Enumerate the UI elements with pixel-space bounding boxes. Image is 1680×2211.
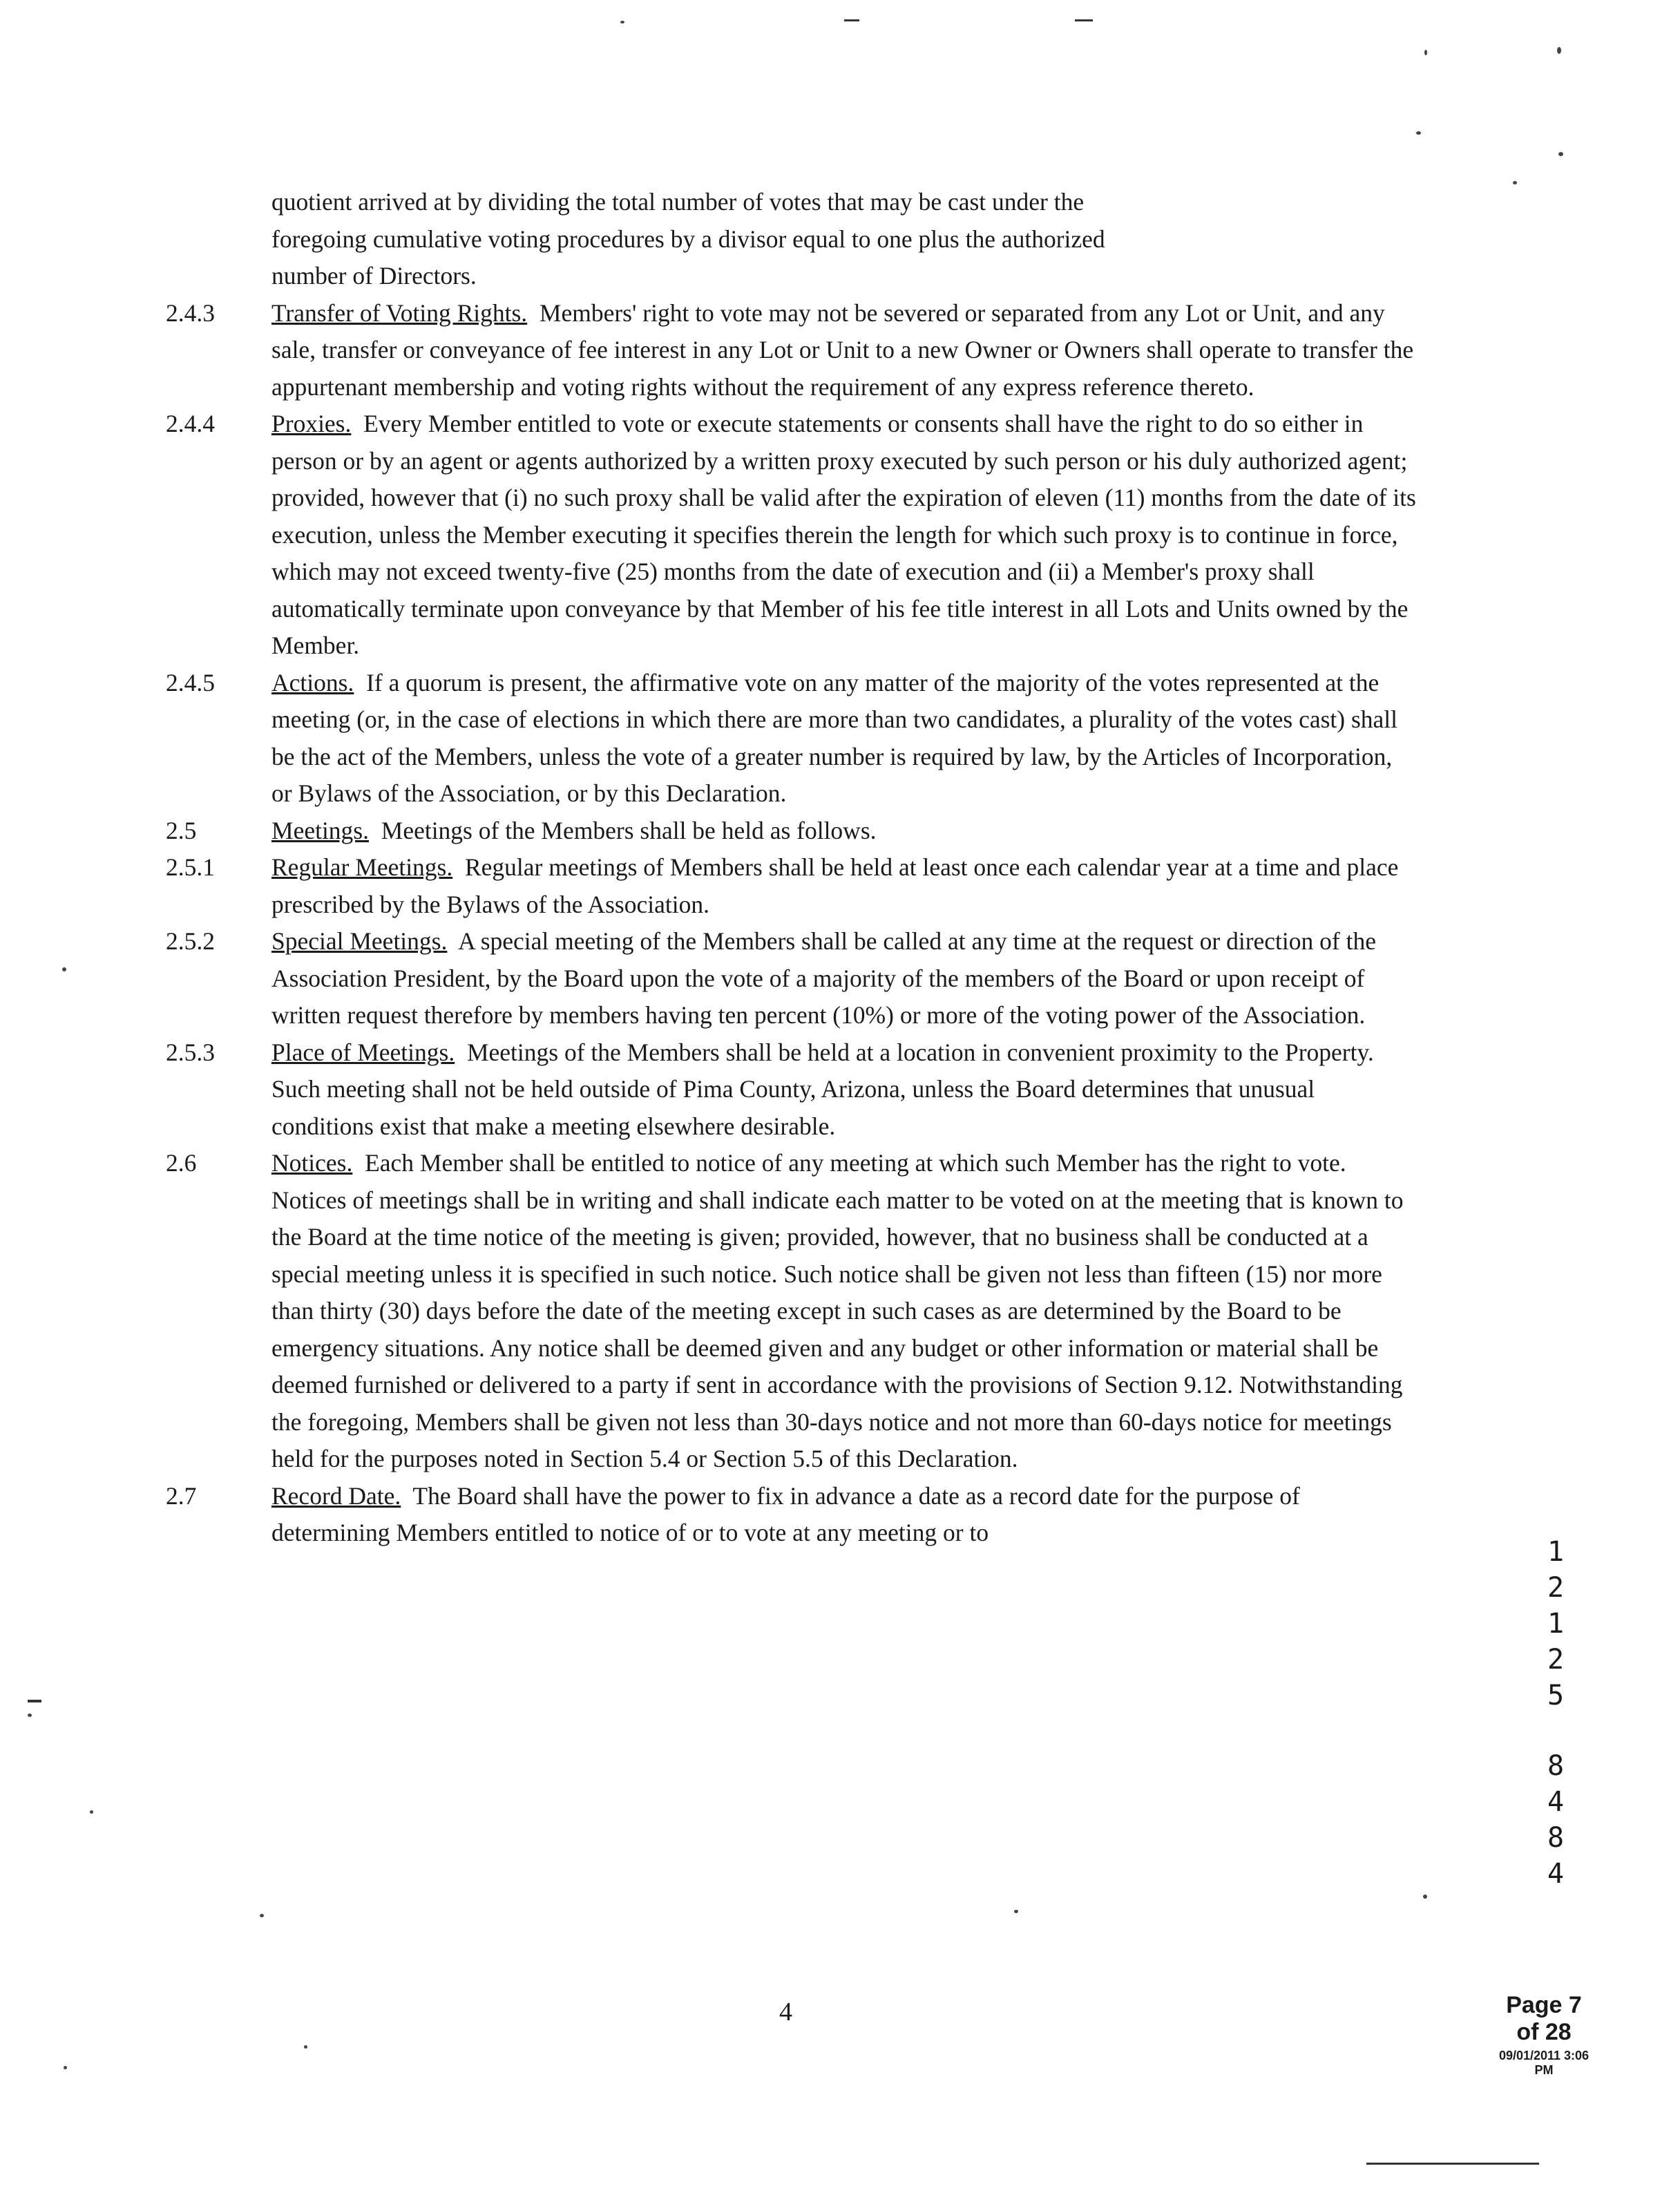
section-number: 2.5 bbox=[166, 816, 197, 844]
text-line: quotient arrived at by dividing the total number of votes that may be cast under the bbox=[271, 188, 1085, 216]
section-2-7 bbox=[166, 1478, 1423, 1552]
recording-digit: 8 bbox=[1547, 1822, 1565, 1854]
scan-speck bbox=[1424, 50, 1427, 55]
recording-digit: 2 bbox=[1547, 1644, 1565, 1676]
continued-paragraph bbox=[271, 184, 1418, 295]
section-text: If a quorum is present, the affirmative vote on any matter of the majority of the votes represented at the meeting (or, in the case of elections in which there are more than two candidates, a plurality of the votes cast) shall be the act of the Members, unless the vote of a greater number is required by law, by the Articles of Incorporation, or Bylaws of the Association, or by this Declaration. bbox=[271, 668, 1398, 807]
scan-speck bbox=[260, 1914, 264, 1917]
section-number: 2.4.4 bbox=[166, 410, 215, 437]
recording-digit: 8 bbox=[1547, 1750, 1565, 1782]
section-heading: Proxies. bbox=[271, 410, 352, 437]
section-heading: Meetings. bbox=[271, 816, 369, 844]
section-heading: Regular Meetings. bbox=[271, 853, 453, 881]
section-heading: Transfer of Voting Rights. bbox=[271, 298, 528, 327]
section-2-5-1 bbox=[166, 849, 1423, 923]
section-text: A special meeting of the Members shall be called at any time at the request or direction of the Association President, by the Board upon the vote of a majority of the members of the Board or upon receipt of written request therefore by members having ten percent (10%) or more of the voting power of the Association. bbox=[271, 927, 1376, 1029]
scan-mark bbox=[28, 1700, 41, 1702]
section-text: Meetings of the Members shall be held at a location in convenient proximity to the Property. Such meeting shall not be held outside of Pima County, Arizona, unless the Board determines that unusual conditions exist that make a meeting elsewhere desirable. bbox=[271, 1038, 1374, 1140]
text-line: foregoing cumulative voting procedures by a divisor equal to one plus the authorized bbox=[271, 225, 1105, 253]
section-number: 2.4.3 bbox=[166, 298, 215, 327]
section-text: Regular meetings of Members shall be held at least once each calendar year at a time and place prescribed by the Bylaws of the Association. bbox=[271, 853, 1399, 918]
scan-mark bbox=[844, 19, 859, 21]
scan-speck bbox=[1557, 47, 1561, 54]
recording-digit: 4 bbox=[1547, 1786, 1565, 1818]
section-text: Every Member entitled to vote or execute statements or consents shall have the right to do so either in person or by an agent or agents authorized by a written proxy executed by such person or his duly authorized agent; provided, however that (i) no such proxy shall be valid after the expiration of eleven (11) months from the date of its execution, unless the Member executing it specifies therein the length for which such proxy is to continue in force, which may not exceed twenty-five (25) months from the date of execution and (ii) a Member's proxy shall automatically terminate upon conveyance by that Member of his fee title interest in all Lots and Units owned by the Member. bbox=[271, 410, 1416, 659]
recording-number bbox=[1542, 1534, 1569, 1892]
scan-speck bbox=[1014, 1910, 1018, 1913]
section-2-6 bbox=[166, 1145, 1423, 1478]
section-text: The Board shall have the power to fix in advance a date as a record date for the purpose of determining Members entitled to notice of or to vote at any meeting or to bbox=[271, 1481, 1300, 1546]
recording-digit: 1 bbox=[1547, 1608, 1565, 1640]
section-text: Meetings of the Members shall be held as follows. bbox=[381, 816, 877, 844]
scan-speck bbox=[1513, 181, 1517, 184]
scan-speck bbox=[64, 2066, 67, 2069]
section-number: 2.7 bbox=[166, 1481, 197, 1510]
scan-speck bbox=[62, 967, 66, 971]
section-heading: Special Meetings. bbox=[271, 927, 448, 955]
recording-digit: 4 bbox=[1547, 1858, 1565, 1890]
scan-speck bbox=[28, 1714, 32, 1717]
scan-mark bbox=[1366, 2163, 1539, 2165]
section-2-5 bbox=[166, 813, 1423, 850]
section-number: 2.4.5 bbox=[166, 668, 215, 696]
section-heading: Notices. bbox=[271, 1149, 353, 1177]
scan-speck bbox=[1558, 152, 1563, 156]
section-text: Members' right to vote may not be severed or separated from any Lot or Unit, and any sale, transfer or conveyance of fee interest in any Lot or Unit to a new Owner or Owners shall operate to transfer the appurtenant membership and voting rights without the requirement of any express reference thereto. bbox=[271, 298, 1414, 401]
recording-digit: 2 bbox=[1547, 1572, 1565, 1604]
scan-speck bbox=[1416, 131, 1421, 135]
section-2-4-5 bbox=[166, 665, 1423, 813]
section-number: 2.5.2 bbox=[166, 927, 215, 955]
stamp-timestamp: 09/01/2011 3:06 PM bbox=[1498, 2049, 1590, 2077]
section-number: 2.5.1 bbox=[166, 853, 215, 881]
scan-speck bbox=[620, 21, 624, 23]
scan-speck bbox=[1423, 1895, 1427, 1899]
scan-speck bbox=[304, 2045, 307, 2049]
page-number: 4 bbox=[779, 1998, 792, 2027]
scan-speck bbox=[90, 1810, 93, 1814]
section-2-4-4 bbox=[166, 406, 1423, 665]
section-number: 2.5.3 bbox=[166, 1038, 215, 1066]
text-line: number of Directors. bbox=[271, 262, 477, 290]
section-2-5-2 bbox=[166, 923, 1423, 1034]
scan-mark bbox=[1075, 19, 1093, 21]
stamp-page-count: Page 7 of 28 bbox=[1506, 1992, 1582, 2045]
section-2-5-3 bbox=[166, 1034, 1423, 1146]
section-text: Each Member shall be entitled to notice of any meeting at which such Member has the right to vote. Notices of meetings shall be in writing and shall indicate each matter to be voted on at the meeting that is known to the Board at the time notice of the meeting is given; provided, however, that no business shall be conducted at a special meeting unless it is specified in such notice. Such notice shall be given not less than fifteen (15) nor more than thirty (30) days before the date of the meeting except in such cases as are determined by the Board to be emergency situations. Any notice shall be deemed given and any budget or other information or material shall be deemed furnished or delivered to a party if sent in accordance with the provisions of Section 9.12. Notwithstanding the foregoing, Members shall be given not less than 30-days notice and not more than 60-days notice for meetings held for the purposes noted in Section 5.4 or Section 5.5 of this Declaration. bbox=[271, 1149, 1404, 1472]
section-number: 2.6 bbox=[166, 1149, 197, 1177]
recording-digit: 1 bbox=[1547, 1536, 1565, 1568]
section-2-4-3 bbox=[166, 295, 1423, 406]
section-heading: Place of Meetings. bbox=[271, 1038, 455, 1066]
recording-digit: 5 bbox=[1547, 1680, 1565, 1711]
document-body bbox=[166, 184, 1423, 1552]
section-heading: Actions. bbox=[271, 668, 354, 696]
recorder-stamp bbox=[1492, 1992, 1596, 2078]
recording-gap bbox=[1542, 1714, 1569, 1748]
section-heading: Record Date. bbox=[271, 1481, 401, 1510]
